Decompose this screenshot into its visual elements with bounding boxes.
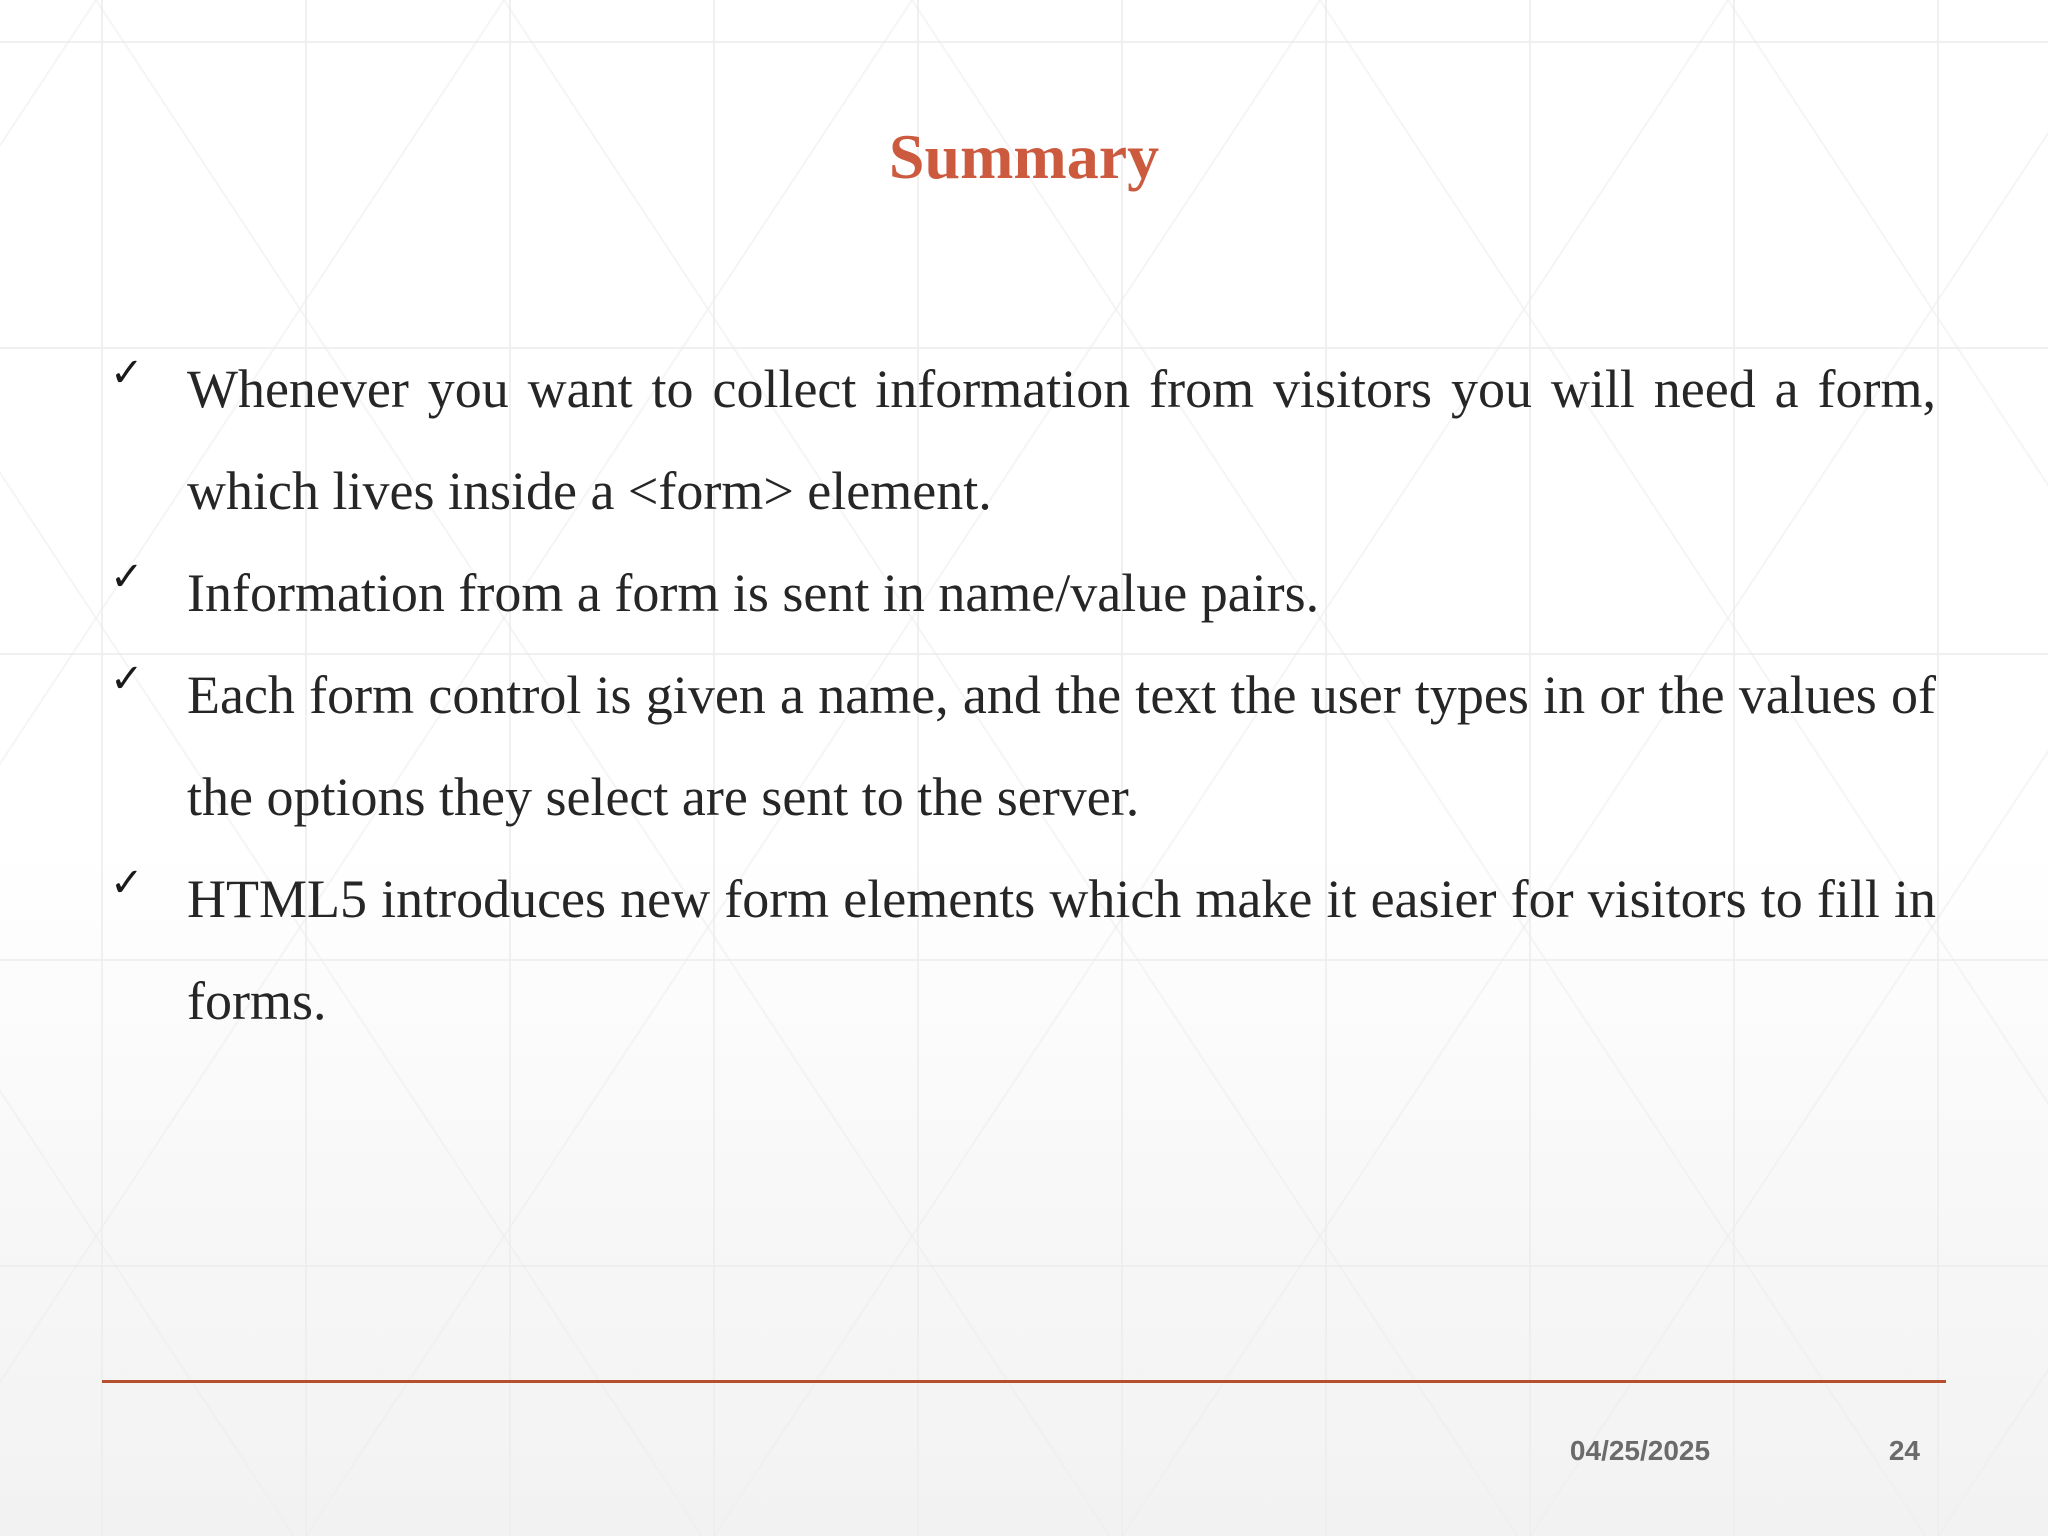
footer-divider xyxy=(102,1380,1946,1383)
slide-number: 24 xyxy=(1888,1435,1920,1466)
checkmark-icon: ✓ xyxy=(110,656,144,702)
bullet-text: Each form control is given a name, and the text the user types in or the values of the options they select are sent to the server. xyxy=(187,665,1936,827)
bullet-item xyxy=(104,848,1936,1052)
slide-title: Summary xyxy=(888,121,1160,192)
checkmark-icon: ✓ xyxy=(110,554,144,600)
bullet-item xyxy=(104,542,1936,644)
bullet-text: HTML5 introduces new form elements which make it easier for visitors to fill in forms. xyxy=(187,869,1936,1031)
checkmark-icon: ✓ xyxy=(110,350,144,396)
bullet-text: Information from a form is sent in name/value pairs. xyxy=(187,563,1320,623)
bullet-item xyxy=(104,338,1936,542)
checkmark-icon: ✓ xyxy=(110,860,144,906)
bullet-text: Whenever you want to collect information from visitors you will need a form, which lives inside a <form> element. xyxy=(187,359,1936,521)
bullet-list xyxy=(104,338,1936,1052)
bullet-item xyxy=(104,644,1936,848)
footer-date: 04/25/2025 xyxy=(1569,1435,1711,1466)
